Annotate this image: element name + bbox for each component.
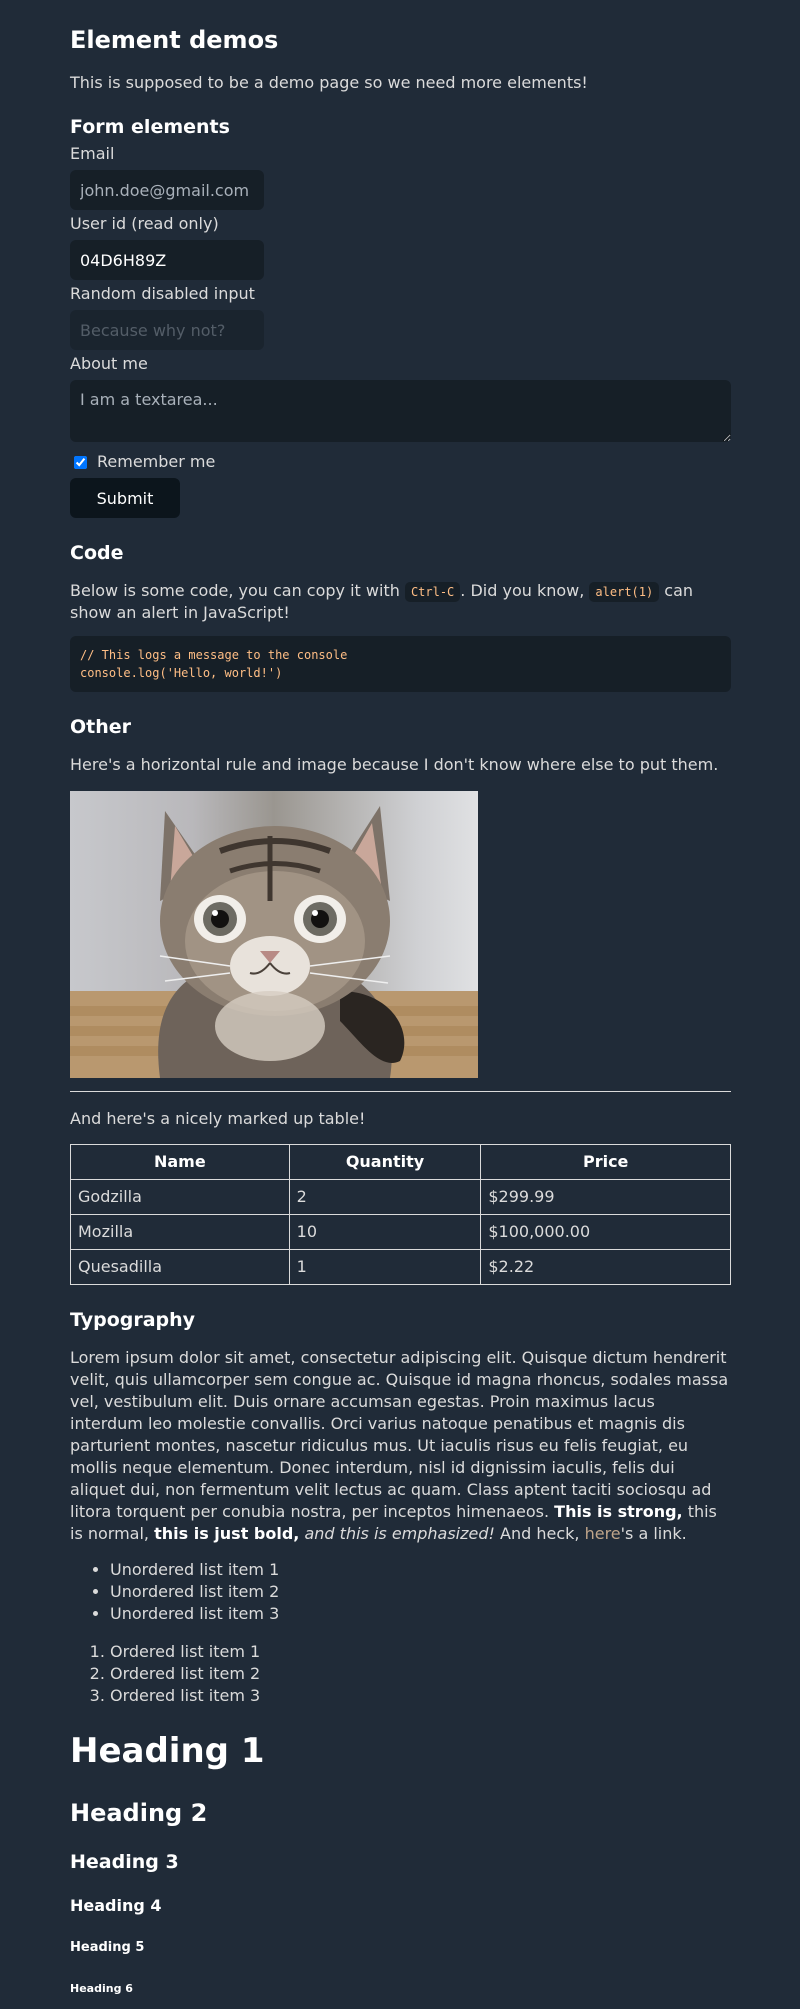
col-header-name: Name	[71, 1145, 290, 1180]
col-header-price: Price	[481, 1145, 731, 1180]
products-table	[70, 1144, 731, 1285]
heading-4: Heading 4	[70, 1896, 162, 1916]
disabled-field	[70, 310, 264, 350]
kbd-alert: alert(1)	[589, 582, 659, 602]
lorem-text: Lorem ipsum dolor sit amet, consectetur adipiscing elit. Quisque dictum hendrerit velit, quis ullamcorper sem congue ac. Quisque id magna rhoncus, sodales massa vel, vestibulum elit. Duis ornare accumsan egestas. Proin maximus lacus interdum leo molestie convallis. Orci varius natoque penatibus et magnis dis parturient montes, nascetur ridiculus mus. Ut iaculis risus eu felis feugiat, eu mollis neque elementum. Donec interdum, nisl id dignissim iaculis, felis dui aliquet dui, non fermentum velit lectus ac quam. Class aptent taciti sociosqu ad litora torquent per conubia nostra, per inceptos himenaeos.	[70, 1348, 729, 1522]
page-content	[70, 0, 731, 1997]
heck-text: And heck,	[494, 1524, 585, 1544]
list-item: • Unordered list item 1	[110, 1559, 731, 1581]
unordered-list	[70, 1559, 731, 1625]
here-link[interactable]: here	[584, 1524, 621, 1544]
heading-5: Heading 5	[70, 1940, 145, 1956]
table-intro: And here's a nicely marked up table!	[70, 1108, 366, 1128]
code-para-mid: . Did you know,	[460, 581, 590, 601]
submit-button[interactable]: Submit	[70, 478, 180, 518]
list-item: • Unordered list item 3	[110, 1603, 731, 1625]
bold-text: this is just bold,	[154, 1524, 300, 1544]
horizontal-rule	[70, 1091, 731, 1092]
remember-label[interactable]: Remember me	[97, 452, 216, 472]
kitten-image	[70, 791, 478, 1078]
typography-heading: Typography	[70, 1309, 196, 1332]
remember-row	[70, 452, 731, 472]
heading-2: Heading 2	[70, 1799, 208, 1828]
email-label: Email	[70, 144, 115, 164]
normal-text: this is normal,	[70, 1502, 717, 1544]
code-heading: Code	[70, 542, 124, 565]
list-item: 3. Ordered list item 3	[110, 1685, 731, 1707]
about-textarea[interactable]	[70, 380, 731, 442]
code-para-suffix: can show an alert in JavaScript!	[70, 581, 694, 623]
table-row	[71, 1215, 731, 1250]
form-heading: Form elements	[70, 116, 230, 139]
intro-text: This is supposed to be a demo page so we need more elements!	[70, 73, 588, 92]
kbd-copy: Ctrl-C	[405, 582, 460, 602]
table-row	[71, 1250, 731, 1285]
disabled-label: Random disabled input	[70, 284, 255, 304]
cell-quantity: 1	[289, 1250, 481, 1285]
userid-label: User id (read only)	[70, 214, 219, 234]
link-suffix-text: 's a link.	[620, 1524, 687, 1544]
list-item: 2. Ordered list item 2	[110, 1663, 731, 1685]
ordered-list	[70, 1641, 731, 1707]
cell-name: Mozilla	[71, 1215, 290, 1250]
code-para-prefix: Below is some code, you can copy it with	[70, 581, 405, 601]
cell-price: $100,000.00	[481, 1215, 731, 1250]
userid-field[interactable]	[70, 240, 264, 280]
lorem-paragraph	[70, 1347, 731, 1545]
other-heading: Other	[70, 716, 132, 739]
kitten-illustration	[70, 791, 478, 1078]
page-title: Element demos	[70, 26, 279, 54]
remember-checkbox[interactable]	[74, 456, 87, 469]
cell-price: $2.22	[481, 1250, 731, 1285]
cell-quantity: 10	[289, 1215, 481, 1250]
cell-price: $299.99	[481, 1180, 731, 1215]
code-paragraph	[70, 580, 731, 624]
table-row	[71, 1180, 731, 1215]
table-header-row	[71, 1145, 731, 1180]
about-label: About me	[70, 354, 148, 374]
other-paragraph: Here's a horizontal rule and image because I don't know where else to put them.	[70, 755, 719, 775]
cell-quantity: 2	[289, 1180, 481, 1215]
list-item: • Unordered list item 2	[110, 1581, 731, 1603]
heading-6: Heading 6	[70, 1982, 133, 1996]
code-block: // This logs a message to the console console.log('Hello, world!')	[70, 636, 731, 692]
cell-name: Quesadilla	[71, 1250, 290, 1285]
list-item: 1. Ordered list item 1	[110, 1641, 731, 1663]
cell-name: Godzilla	[71, 1180, 290, 1215]
col-header-quantity: Quantity	[289, 1145, 481, 1180]
heading-3: Heading 3	[70, 1851, 179, 1874]
strong-text: This is strong,	[554, 1502, 683, 1522]
email-field[interactable]	[70, 170, 264, 210]
heading-1: Heading 1	[70, 1731, 265, 1772]
emphasized-text: and this is emphasized!	[299, 1524, 495, 1544]
